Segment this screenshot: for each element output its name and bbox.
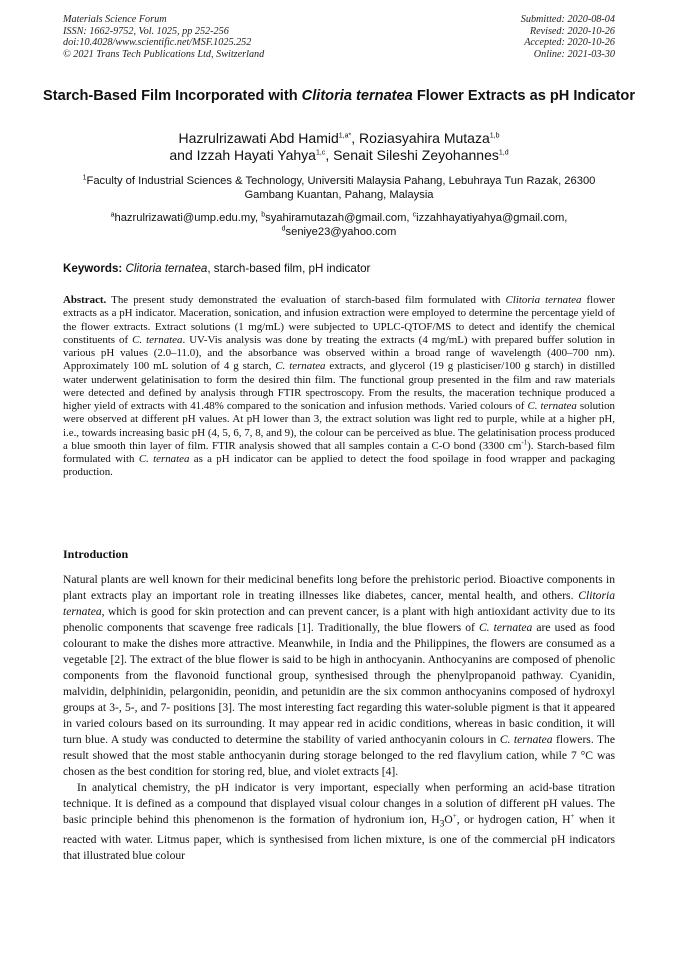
email-link[interactable]: seniye23@yahoo.com (285, 226, 397, 239)
keywords: Keywords: Clitoria ternatea, starch-based film, pH indicator (63, 262, 371, 275)
affiliation: $^1$Faculty of Industrial Sciences & Technology, Universiti Malaysia Pahang, Lebuhraya Tun Razak, 26300 Gambang Kuantan, Pahang, Malaysia (82, 174, 596, 202)
email-link[interactable]: izzahhayatiyahya@gmail.com, (416, 212, 568, 224)
author-name: Senait Sileshi Zeyohannes (333, 147, 499, 163)
paper-title: Starch-Based Film Incorporated with Clitoria ternatea Flower Extracts as pH Indicator (42, 88, 635, 104)
journal-issn: ISSN: 1662-9752, Vol. 1025, pp 252-256 (63, 25, 229, 37)
abstract-label: Abstract. (63, 294, 107, 306)
introduction-body (63, 572, 615, 864)
author-name: Hazrulrizawati Abd Hamid (178, 130, 339, 146)
submission-dates (521, 14, 615, 60)
abstract: Abstract. The present study demonstrated the evaluation of starch-based film formulated with Clitoria ternatea flower extracts as a pH indicator. Maceration, sonication, and infusion extraction were employed to determine the percentage yield of the flower extracts. Extract solutions (1 mg/mL) were subjected to UPLC-QTOF/MS to detect and identify the chemical constituents of C. ternatea. UV-Vis analysis was done by treating the extracts (4 mg/mL) with prepared buffer solution in various pH values (2.0–11.0), and the absorbance was observed within a broad range of wavelength (400–700 nm). Approximately 100 mL solution of 4 g starch, C. ternatea extracts, and glycerol (19 g plasticiser/100 g starch) in distilled water underwent gelatinisation to form the desired thin film. The functional group presented in the film and raw materials were detected and defined by analysis through FTIR spectroscopy. From the results, the maceration technique produced a higher yield of extracts with 41.48% compared to the sonication and infusion methods. Varied colours of C. ternatea solution were observed at different pH values. At pH lower than 3, the extract solution was light red to purple, while at a higher pH, i.e., towards increasing basic pH (4, 5, 6, 7, 8, and 9), the colour can be perceived as blue. The gelatinisation process produced a blue smooth thin layer of film. FTIR analysis showed that all samples contain a C-O bond (3300 $cm^{-1}$). Starch-based film formulated with C. ternatea as a pH indicator can be applied to detect the food spoilage in food wrapper and packaging production. (63, 294, 615, 479)
revised-date: Revised: 2020-10-26 (529, 25, 615, 37)
journal-info (63, 14, 264, 60)
paragraph: Natural plants are well known for their medicinal benefits long before the prehistoric period. Bioactive components in plant extracts play an important role in treating illnesses like diabetes, cancer, mental health, and others. Clitoria ternatea, which is good for skin protection and can prevent cancer, is a plant with high antioxidant activity due to its phenolic components that scavenge free radicals [1]. Traditionally, the blue flowers of C. ternatea are used as food colourant to make the dishes more attractive. Meanwhile, in India and the Philippines, the flowers are consumed as a vegetable [2]. The extract of the blue flower is said to be high in anthocyanin. Anthocyanins are composed of phenolic components from the flavonoid functional group, synthesised through the phenylpropanoid pathway. Cyanidin, malvidin, delphinidin, pelargonidin, peonidin, and petunidin are the six common anthocyanins composed of hydroxyl groups at 3-, 5-, and 7- positions [3]. The most interesting fact regarding this water-soluble pigment is that it appeared in varied colours based on its surrounding. It may appear red in acidic conditions, whereas in basic condition, it will turn blue. A study was conducted to determine the stability of varied anthocyanin colours in C. ternatea flowers. The result showed that the most stable anthocyanin during storage belonged to the red flavylium cation, while 7 °C was chosen as the best condition for storing red, blue, and violet extracts [4]. (63, 573, 616, 778)
journal-copyright: © 2021 Trans Tech Publications Ltd, Switzerland (63, 48, 265, 60)
author-list: Hazrulrizawati Abd Hamid$^{1,a*}$, Roziasyahira Mutaza$^{1,b}$ and Izzah Hayati Yahya$^{1,c}$, Senait Sileshi Zeyohannes$^{1,d}$ (169, 130, 509, 163)
journal-doi: doi:10.4028/www.scientific.net/MSF.1025.252 (63, 37, 252, 49)
author-emails: $^a$hazrulrizawati@ump.edu.my, $^b$syahiramutazah@gmail.com, $^c$izzahhayatiyahya@gmail.com, $^d$seniye23@yahoo.com (110, 211, 568, 239)
paragraph: In analytical chemistry, the pH indicator is very important, especially when performing an acid-base titration technique. It is defined as a compound that displayed visual colour changes in a solution of different pH values. The basic principle behind this phenomenon is the formation of hydronium ion, $H_3O^+$, or hydrogen cation, H+ when it reacted with water. Litmus paper, which is synthesised from lichen mixture, is one of the commercial pH indicators that illustrated blue colour (63, 781, 615, 863)
section-heading: Introduction (63, 547, 129, 561)
email-link[interactable]: syahiramutazah@gmail.com, (265, 212, 413, 224)
keywords-label: Keywords: (63, 262, 123, 275)
author-name: Izzah Hayati Yahya (196, 147, 316, 163)
journal-name: Materials Science Forum (63, 14, 167, 25)
submitted-date: Submitted: 2020-08-04 (520, 14, 615, 25)
author-name: Roziasyahira Mutaza (359, 130, 490, 146)
online-date: Online: 2021-03-30 (533, 48, 615, 60)
accepted-date: Accepted: 2020-10-26 (524, 37, 615, 49)
email-link[interactable]: hazrulrizawati@ump.edu.my, (114, 212, 262, 224)
